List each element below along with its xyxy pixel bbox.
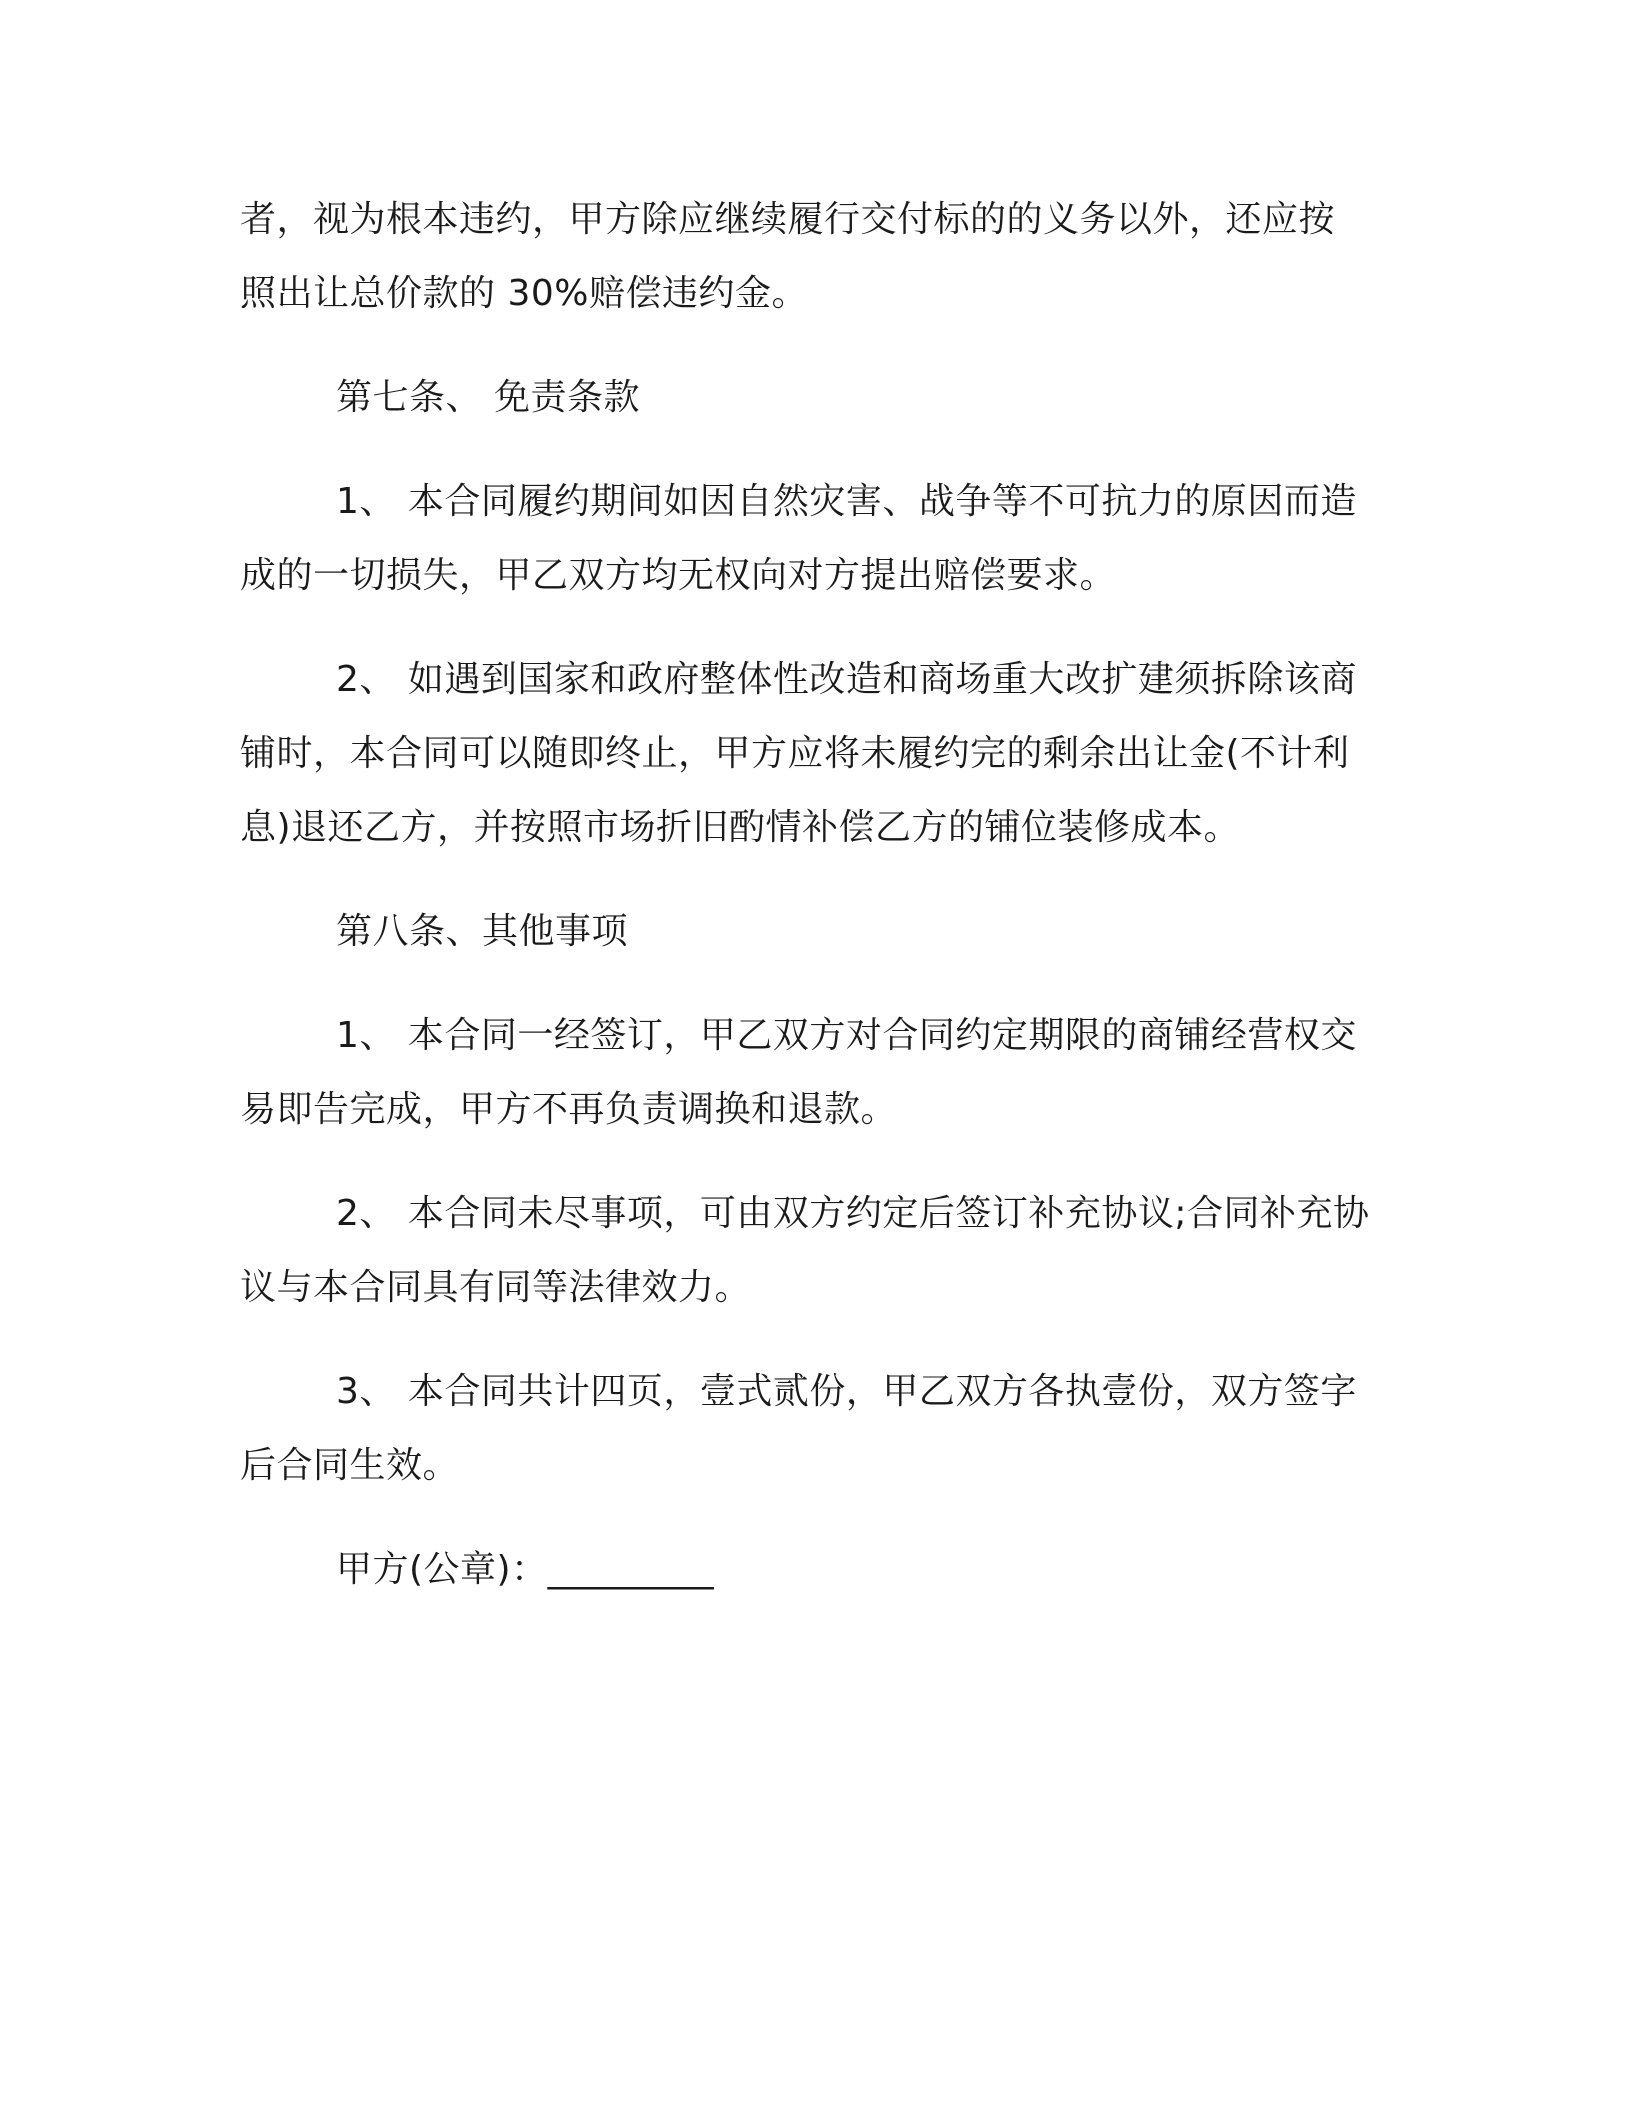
text-line: 者，视为根本违约，甲方除应继续履行交付标的的义务以外，还应按 bbox=[240, 199, 1336, 240]
section-heading-8: 第八条、其他事项 bbox=[336, 911, 629, 952]
section-heading-7: 第七条、 免责条款 bbox=[336, 377, 640, 418]
text-line: 易即告完成，甲方不再负责调换和退款。 bbox=[240, 1089, 898, 1130]
text-line: 铺时，本合同可以随即终止，甲方应将未履约完的剩余出让金(不计利 bbox=[240, 733, 1350, 774]
text-line: 后合同生效。 bbox=[240, 1445, 460, 1486]
signature-line-party-a: 甲方(公章)：_________ bbox=[336, 1549, 715, 1590]
text-line: 2、 本合同未尽事项，可由双方约定后签订补充协议;合同补充协 bbox=[336, 1193, 1370, 1234]
text-line: 息)退还乙方，并按照市场折旧酌情补偿乙方的铺位装修成本。 bbox=[240, 807, 1241, 848]
text-line: 3、 本合同共计四页，壹式贰份，甲乙双方各执壹份，双方签字 bbox=[336, 1371, 1357, 1412]
text-line: 照出让总价款的 30%赔偿违约金。 bbox=[240, 273, 808, 314]
text-line: 成的一切损失，甲乙双方均无权向对方提出赔偿要求。 bbox=[240, 555, 1117, 596]
text-line: 2、 如遇到国家和政府整体性改造和商场重大改扩建须拆除该商 bbox=[336, 659, 1357, 700]
text-line: 1、 本合同履约期间如因自然灾害、战争等不可抗力的原因而造 bbox=[336, 481, 1357, 522]
text-line: 议与本合同具有同等法律效力。 bbox=[240, 1267, 752, 1308]
text-line: 1、 本合同一经签订，甲乙双方对合同约定期限的商铺经营权交 bbox=[336, 1015, 1357, 1056]
